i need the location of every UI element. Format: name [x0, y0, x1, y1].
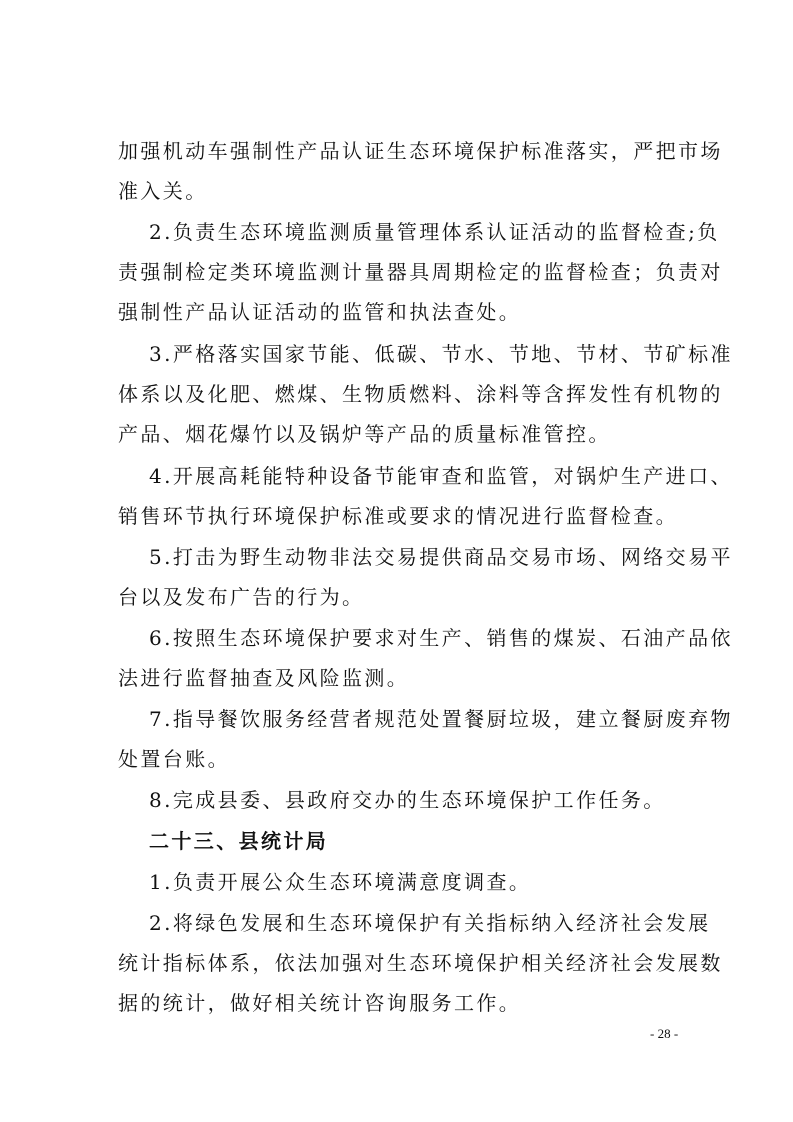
list-item-line: 6.按照生态环境保护要求对生产、销售的煤炭、石油产品依 [149, 626, 733, 650]
body-text-line: 强制性产品认证活动的监管和执法查处。 [118, 300, 522, 324]
body-text-line: 台以及发布广告的行为。 [118, 585, 365, 609]
section-heading: 二十三、县统计局 [149, 829, 329, 853]
body-text-line: 法进行监督抽查及风险监测。 [118, 666, 410, 690]
body-text-line: 据的统计，做好相关统计咨询服务工作。 [118, 991, 522, 1015]
body-text-line: 处置台账。 [118, 747, 230, 771]
list-item-line: 4.开展高耗能特种设备节能审查和监管，对锅炉生产进口、 [149, 464, 733, 488]
list-item-line: 1.负责开展公众生态环境满意度调查。 [149, 870, 532, 894]
body-text-line: 销售环节执行环境保护标准或要求的情况进行监督检查。 [118, 504, 678, 528]
list-item-line: 5.打击为野生动物非法交易提供商品交易市场、网络交易平 [149, 545, 733, 569]
body-text-line: 统计指标体系，依法加强对生态环境保护相关经济社会发展数 [118, 951, 723, 975]
list-item-line: 2.将绿色发展和生态环境保护有关指标纳入经济社会发展 [149, 911, 711, 935]
body-text-line: 责强制检定类环境监测计量器具周期检定的监督检查；负责对 [118, 260, 723, 284]
body-text-line: 产品、烟花爆竹以及锅炉等产品的质量标准管控。 [118, 422, 611, 446]
list-item-line: 3.严格落实国家节能、低碳、节水、节地、节材、节矿标准 [149, 342, 733, 366]
body-text-line: 体系以及化肥、燃煤、生物质燃料、涂料等含挥发性有机物的 [118, 382, 723, 406]
list-item-line: 2.负责生态环境监测质量管理体系认证活动的监督检查;负 [149, 220, 720, 244]
list-item-line: 8.完成县委、县政府交办的生态环境保护工作任务。 [149, 788, 666, 812]
list-item-line: 7.指导餐饮服务经营者规范处置餐厨垃圾，建立餐厨废弃物 [149, 707, 733, 731]
page-number: - 28 - [650, 1026, 679, 1041]
body-text-line: 准入关。 [118, 179, 208, 203]
body-text-line: 加强机动车强制性产品认证生态环境保护标准落实，严把市场 [118, 139, 723, 163]
